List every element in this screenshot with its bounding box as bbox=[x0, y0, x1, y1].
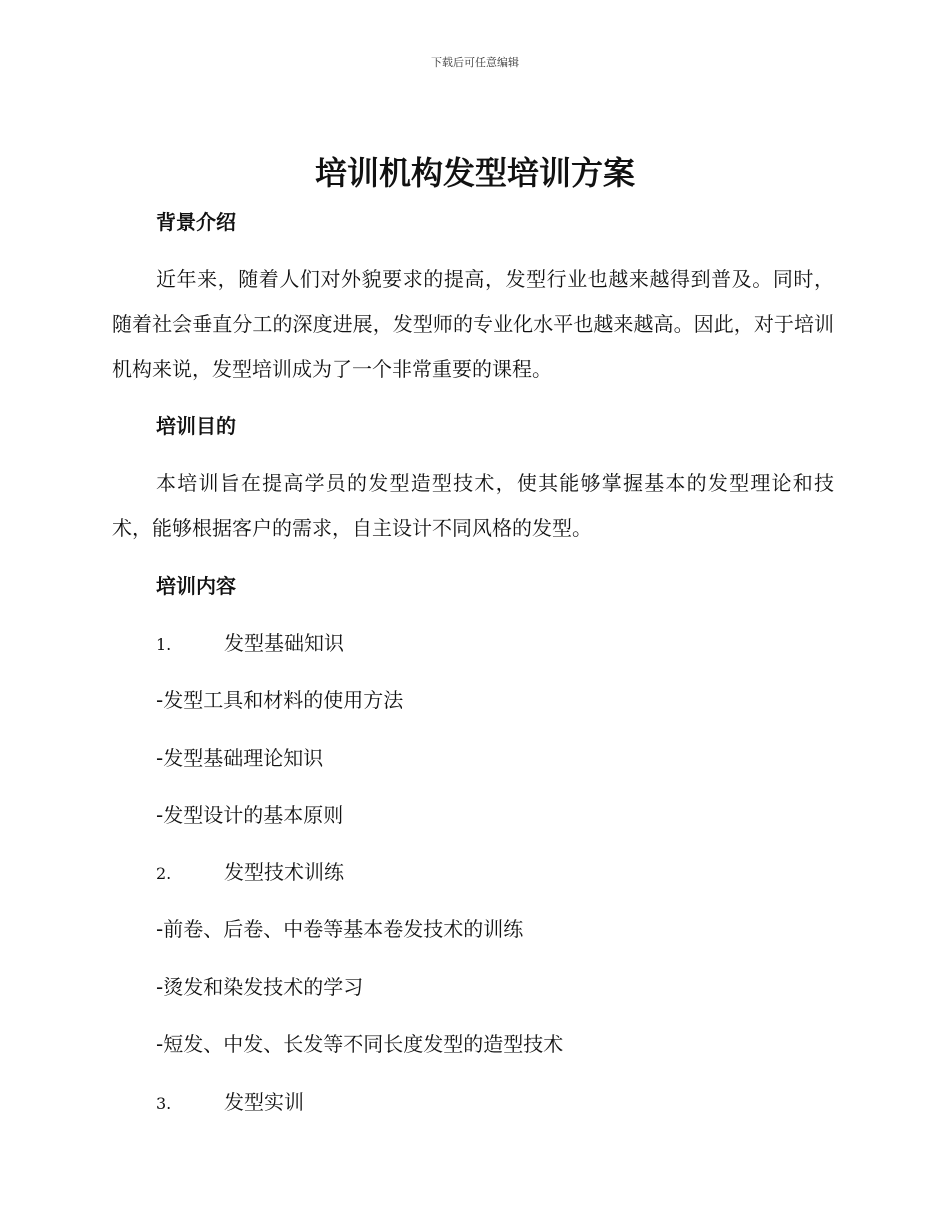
heading-background: 背景介绍 bbox=[156, 210, 236, 234]
list-number: 1. bbox=[156, 635, 172, 654]
list-item bbox=[156, 858, 344, 888]
sub-item: -发型工具和材料的使用方法 bbox=[156, 688, 404, 712]
heading-purpose: 培训目的 bbox=[156, 414, 236, 438]
list-label: 发型基础知识 bbox=[224, 631, 344, 655]
sub-item: -发型设计的基本原则 bbox=[156, 803, 344, 827]
sub-item: -短发、中发、长发等不同长度发型的造型技术 bbox=[156, 1032, 564, 1056]
list-label: 发型实训 bbox=[224, 1090, 304, 1114]
document-title: 培训机构发型培训方案 bbox=[314, 154, 635, 192]
list-item bbox=[156, 1088, 304, 1118]
paragraph-purpose: 本培训旨在提高学员的发型造型技术，使其能够掌握基本的发型理论和技术，能够根据客户的需求，自主设计不同风格的发型。 bbox=[112, 471, 834, 540]
list-number: 3. bbox=[156, 1094, 172, 1113]
list-number: 2. bbox=[156, 864, 172, 883]
header-note: 下载后可任意编辑 bbox=[431, 56, 519, 69]
sub-item: -发型基础理论知识 bbox=[156, 746, 324, 770]
list-item bbox=[156, 629, 344, 659]
sub-item: -前卷、后卷、中卷等基本卷发技术的训练 bbox=[156, 917, 524, 941]
sub-item: -烫发和染发技术的学习 bbox=[156, 975, 364, 999]
heading-content: 培训内容 bbox=[156, 574, 236, 598]
list-label: 发型技术训练 bbox=[224, 860, 344, 884]
paragraph-background: 近年来，随着人们对外貌要求的提高，发型行业也越来越得到普及。同时，随着社会垂直分工的深度进展，发型师的专业化水平也越来越高。因此，对于培训机构来说，发型培训成为了一个非常重要的课程。 bbox=[112, 267, 834, 381]
